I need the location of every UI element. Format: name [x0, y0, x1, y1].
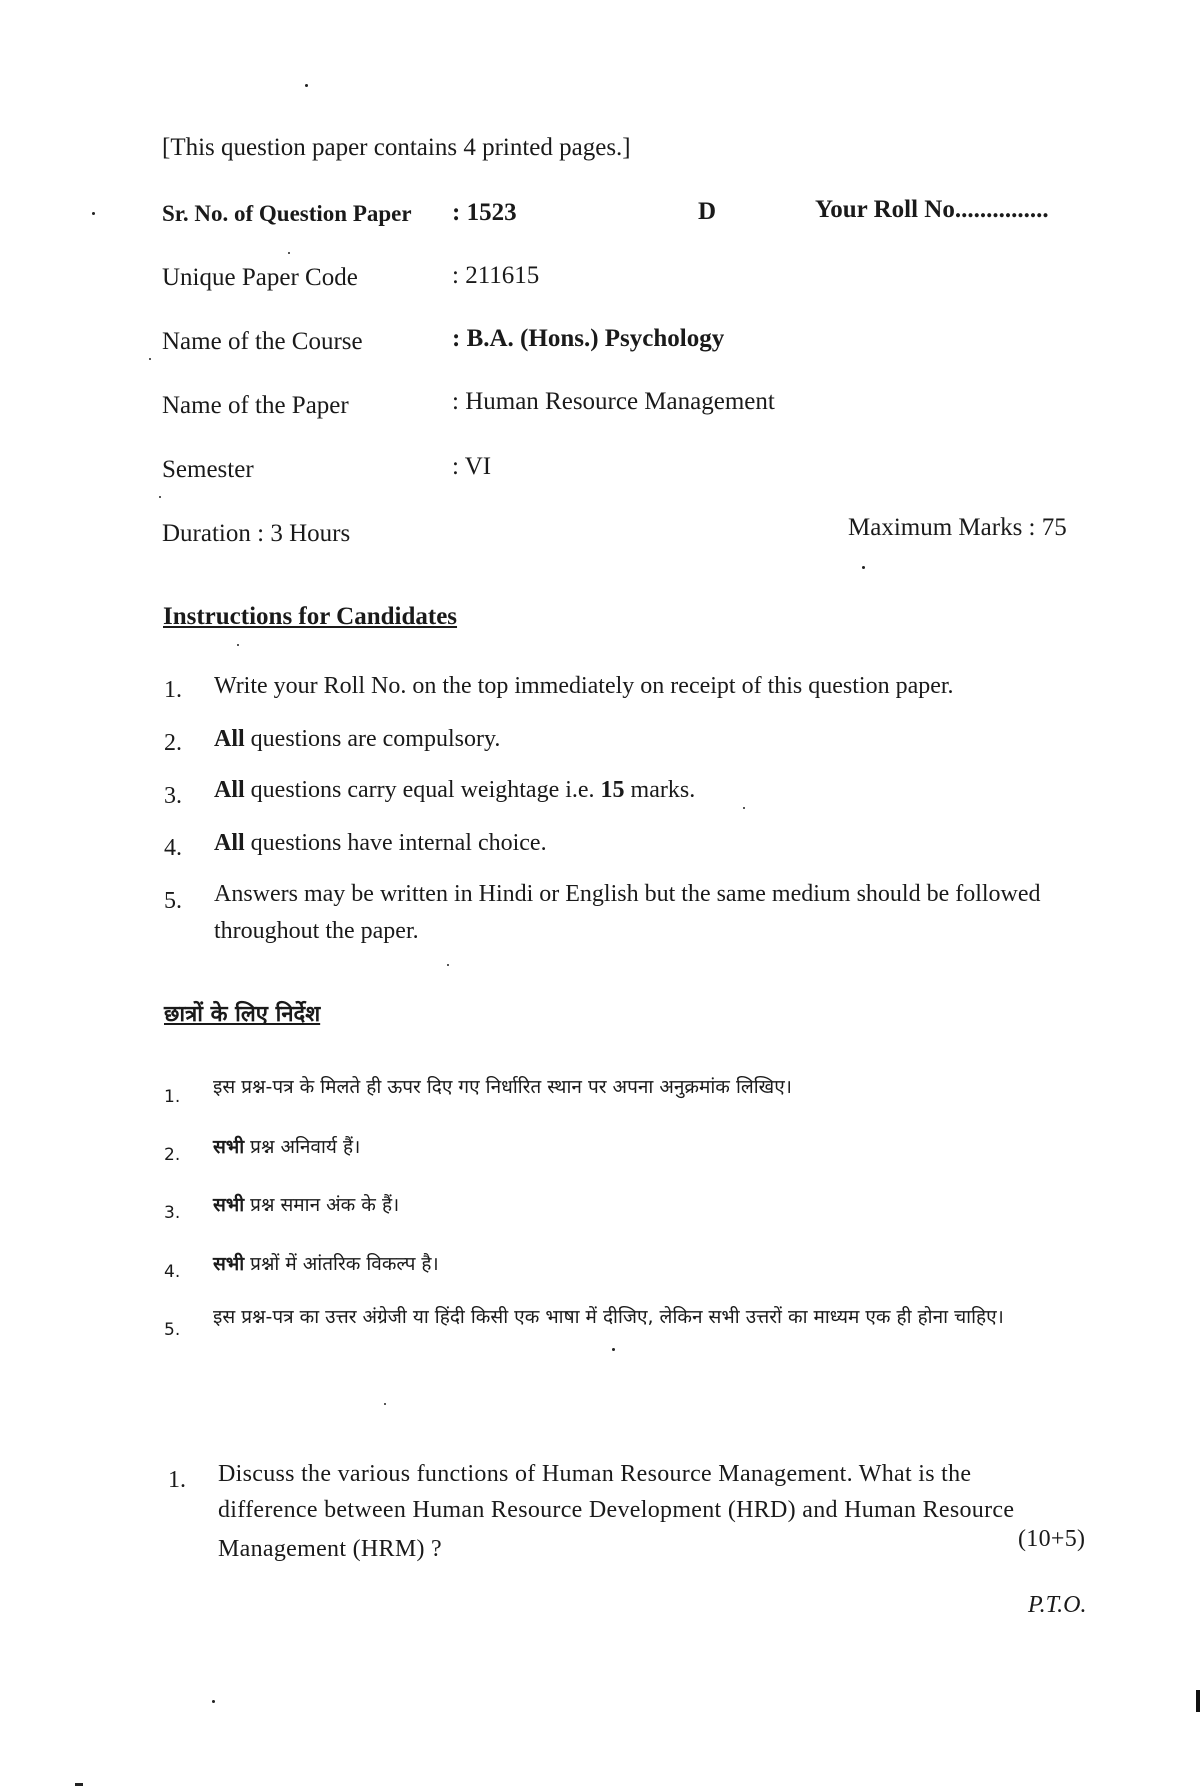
- scan-speck: [743, 807, 745, 809]
- scan-speck: [447, 964, 449, 966]
- instruction-number: 4.: [164, 835, 182, 861]
- duration: Duration : 3 Hours: [162, 520, 351, 547]
- pto-label: P.T.O.: [1028, 1592, 1087, 1618]
- scan-speck: [384, 1403, 386, 1405]
- instruction-rest: questions are compulsory.: [244, 726, 501, 752]
- hindi-instruction-text: इस प्रश्न-पत्र के मिलते ही ऊपर दिए गए निर्धारित स्थान पर अपना अनुक्रमांक लिखिए।: [213, 1076, 792, 1098]
- question-marks: (10+5): [1018, 1526, 1086, 1552]
- instructions-heading: Instructions for Candidates: [163, 603, 458, 630]
- scan-speck: [305, 84, 308, 87]
- hindi-instruction-text: [213, 1184, 399, 1226]
- instruction-rest: questions carry equal weightage i.e.: [244, 777, 601, 803]
- instruction-text: Answers may be written in Hindi or English but the same medium should be followed throughout the paper.: [214, 881, 1041, 944]
- scan-speck: [212, 1700, 215, 1703]
- serial-label: Sr. No. of Question Paper: [162, 201, 412, 226]
- hindi-instructions-heading: छात्रों के लिए निर्देश: [164, 1002, 321, 1027]
- instruction-text: [214, 721, 500, 758]
- scan-speck: [862, 566, 865, 569]
- pages-note: [This question paper contains 4 printed pages.]: [162, 134, 631, 161]
- question-line: difference between Human Resource Development (HRD) and Human Resource: [218, 1497, 1015, 1523]
- instruction-number: 5.: [164, 888, 182, 914]
- max-marks: Maximum Marks : 75: [848, 514, 1067, 541]
- semester-value: : VI: [452, 453, 492, 480]
- semester-label: Semester: [162, 456, 254, 483]
- instruction-marks: 15: [600, 777, 625, 803]
- hindi-instruction-rest: प्रश्न अनिवार्य हैं।: [244, 1136, 361, 1158]
- hindi-instruction-number: 2.: [164, 1145, 181, 1165]
- scan-speck: [159, 496, 161, 498]
- instruction-lead: All: [214, 830, 245, 856]
- question-number: 1.: [168, 1467, 186, 1493]
- paper-code-value: : 211615: [452, 262, 540, 289]
- instruction-rest: questions have internal choice.: [244, 830, 547, 856]
- roll-no-field: Your Roll No...............: [815, 196, 1049, 223]
- hindi-instruction-lead: सभी: [213, 1136, 245, 1158]
- paper-name-label: Name of the Paper: [162, 392, 349, 419]
- instruction-text: Write your Roll No. on the top immediately on receipt of this question paper.: [214, 673, 954, 699]
- instruction-rest: marks.: [624, 777, 696, 803]
- serial-value: : 1523: [452, 199, 517, 226]
- paper-code-label: Unique Paper Code: [162, 264, 358, 291]
- instruction-text: [214, 772, 695, 809]
- scan-speck: [612, 1348, 615, 1351]
- hindi-instruction-lead: सभी: [213, 1194, 245, 1216]
- hindi-instruction-text: इस प्रश्न-पत्र का उत्तर अंग्रेजी या हिंदी किसी एक भाषा में दीजिए, लेकिन सभी उत्तरों का माध्यम एक ही होना चाहिए।: [213, 1306, 1004, 1328]
- instruction-lead: All: [214, 726, 245, 752]
- hindi-instruction-number: 5.: [164, 1320, 181, 1340]
- scan-speck: [237, 644, 239, 646]
- paper-name-value: : Human Resource Management: [452, 388, 775, 415]
- hindi-instruction-number: 3.: [164, 1203, 181, 1223]
- hindi-instruction-rest: प्रश्नों में आंतरिक विकल्प है।: [244, 1253, 439, 1275]
- hindi-instruction-lead: सभी: [213, 1253, 245, 1275]
- scan-speck: [288, 252, 290, 254]
- instruction-lead: All: [214, 777, 245, 803]
- hindi-instruction-text: [213, 1126, 360, 1168]
- instruction-number: 2.: [164, 730, 182, 756]
- scan-edge-mark: [1196, 1690, 1200, 1712]
- set-letter: D: [698, 198, 717, 225]
- course-label: Name of the Course: [162, 328, 363, 355]
- hindi-instruction-number: 1.: [164, 1087, 181, 1107]
- question-line: Discuss the various functions of Human Resource Management. What is the: [218, 1461, 972, 1487]
- hindi-instruction-rest: प्रश्न समान अंक के हैं।: [244, 1194, 400, 1216]
- scan-speck: [149, 358, 151, 360]
- scan-edge-mark: [75, 1783, 83, 1786]
- hindi-instruction-number: 4.: [164, 1262, 181, 1282]
- instruction-number: 1.: [164, 677, 182, 703]
- course-value: : B.A. (Hons.) Psychology: [452, 325, 725, 352]
- question-line: Management (HRM) ?: [218, 1536, 443, 1562]
- instruction-number: 3.: [164, 783, 182, 809]
- instruction-text: [214, 825, 547, 862]
- hindi-instruction-text: [213, 1243, 439, 1285]
- scan-speck: [92, 212, 95, 215]
